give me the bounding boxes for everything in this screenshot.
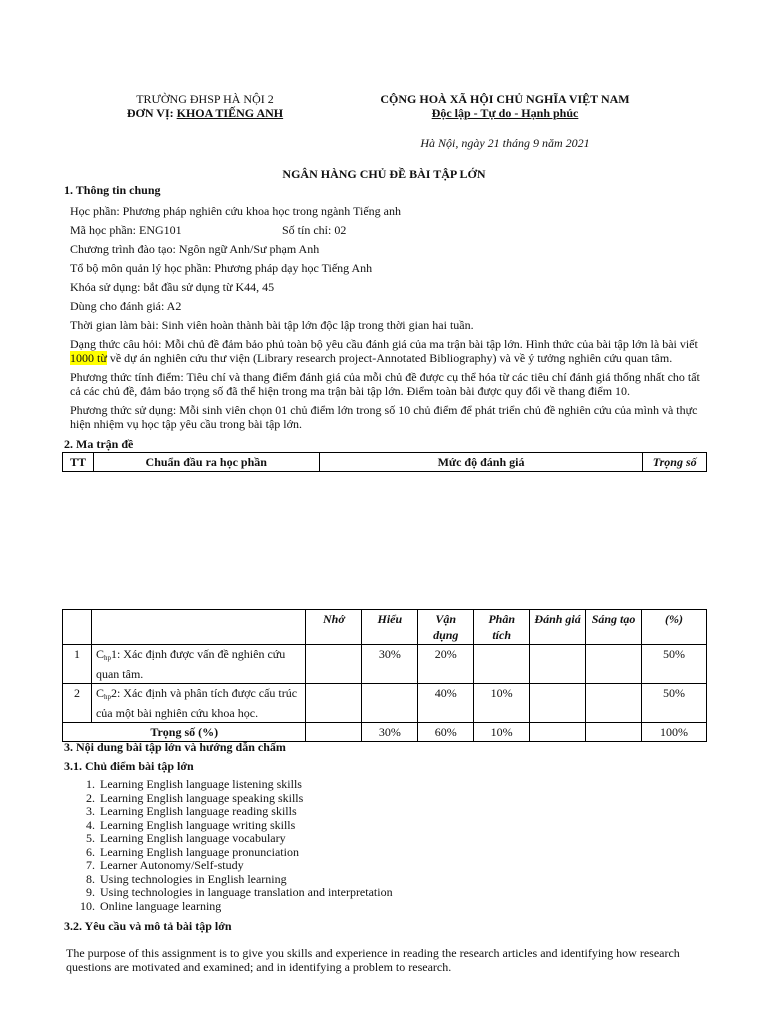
unit-prefix: ĐƠN VỊ: xyxy=(126,106,177,120)
department: Tổ bộ môn quản lý học phần: Phương pháp dạy học Tiếng Anh xyxy=(70,261,373,275)
level-phantich: Phân tích xyxy=(474,610,530,645)
program: Chương trình đào tạo: Ngôn ngữ Anh/Sư phạm Anh xyxy=(70,242,320,256)
col-tt: TT xyxy=(63,453,94,472)
format-line-2-text: về dự án nghiên cứu thư viện (Library research project-Annotated Bibliography) và về ý tưởng nghiên cứu quan tâm. xyxy=(106,351,673,365)
purpose-line-2: questions are motivated and examined; and in identifying a problem to research. xyxy=(66,960,452,974)
section1-heading: 1. Thông tin chung xyxy=(64,183,161,197)
list-item: 8. Using technologies in English learning xyxy=(98,873,393,887)
list-item: 3. Learning English language reading skills xyxy=(98,805,393,819)
list-item: 4. Learning English language writing skills xyxy=(98,819,393,833)
section3-2-heading: 3.2. Yêu cầu và mô tả bài tập lớn xyxy=(64,919,232,933)
motto-text: Độc lập - Tự do - Hạnh phúc xyxy=(431,106,579,120)
list-item: 5. Learning English language vocabulary xyxy=(98,832,393,846)
level-nho: Nhớ xyxy=(306,610,362,645)
document-title: NGÂN HÀNG CHỦ ĐỀ BÀI TẬP LỚN xyxy=(282,167,486,181)
motto xyxy=(360,106,650,121)
scoring-line-1: Phương thức tính điểm: Tiêu chí và thang điểm đánh giá của mỗi chủ đề được cụ thể hóa từ các tiêu chí đánh giá thống nhất cho tất xyxy=(70,370,700,384)
course-name: Học phần: Phương pháp nghiên cứu khoa học trong ngành Tiếng anh xyxy=(70,204,401,218)
table-row: 1 $C_{hp}1$: Xác định được vấn đề nghiên cứu quan tâm. 30% 20% 50% xyxy=(63,645,707,684)
col-outcome: Chuẩn đầu ra học phần xyxy=(93,453,319,472)
usage-line-2: hiện nhiệm vụ học tập yêu cầu trong bài tập lớn. xyxy=(70,417,302,431)
matrix-header-table xyxy=(62,452,707,472)
section2-heading: 2. Ma trận đề xyxy=(64,437,134,451)
unit-name xyxy=(100,106,310,121)
unit-value: KHOA TIẾNG ANH xyxy=(176,106,284,120)
section3-1-heading: 3.1. Chủ điểm bài tập lớn xyxy=(64,759,194,773)
list-item: 7. Learner Autonomy/Self-study xyxy=(98,859,393,873)
time-limit: Thời gian làm bài: Sinh viên hoàn thành bài tập lớn độc lập trong thời gian hai tuần. xyxy=(70,318,474,332)
topic-list xyxy=(80,778,393,913)
list-item: 6. Learning English language pronunciation xyxy=(98,846,393,860)
format-line-2 xyxy=(70,351,710,365)
purpose-line-1: The purpose of this assignment is to give you skills and experience in reading the research articles and identifying how research xyxy=(66,946,680,960)
cohort: Khóa sử dụng: bắt đầu sử dụng từ K44, 45 xyxy=(70,280,275,294)
word-count-highlight: 1000 từ xyxy=(70,351,107,365)
matrix-table xyxy=(62,609,707,742)
list-item: 9. Using technologies in language translation and interpretation xyxy=(98,886,393,900)
total-row: Trọng số (%) 30% 60% 10% 100% xyxy=(63,723,707,742)
outcome-2: $C_{hp}2$: Xác định và phân tích được cấu trúc của một bài nghiên cứu khoa học. xyxy=(91,684,305,723)
section3-heading: 3. Nội dung bài tập lớn và hướng dẫn chấm xyxy=(64,740,286,754)
level-sangtao: Sáng tạo xyxy=(586,610,642,645)
course-code: Mã học phần: ENG101 xyxy=(70,223,182,237)
school-name: TRƯỜNG ĐHSP HÀ NỘI 2 xyxy=(136,92,274,106)
level-hieu: Hiểu xyxy=(362,610,418,645)
col-level: Mức độ đánh giá xyxy=(319,453,643,472)
table-row: 2 $C_{hp}2$: Xác định và phân tích được cấu trúc của một bài nghiên cứu khoa học. 40% 10% 50% xyxy=(63,684,707,723)
list-item: 2. Learning English language speaking skills xyxy=(98,792,393,806)
level-vandung: Vận dụng xyxy=(418,610,474,645)
outcome-1: $C_{hp}1$: Xác định được vấn đề nghiên cứu quan tâm. xyxy=(91,645,305,684)
col-weight: Trọng số xyxy=(643,453,707,472)
list-item: 1. Learning English language listening skills xyxy=(98,778,393,792)
assessment: Dùng cho đánh giá: A2 xyxy=(70,299,182,313)
scoring-line-2: cả các chủ đề, đảm bảo trọng số đã thể hiện trong ma trận bài tập lớn. Điểm toàn bài được quy đổi về thang điểm 10. xyxy=(70,384,631,398)
level-danhgia: Đánh giá xyxy=(530,610,586,645)
level-pct: (%) xyxy=(642,610,707,645)
format-line-1: Dạng thức câu hỏi: Mỗi chủ đề đảm bảo phủ toàn bộ yêu cầu đánh giá của ma trận bài tập lớn. Hình thức của bài tập lớn là bài viết xyxy=(70,337,698,351)
republic-title: CỘNG HOÀ XÃ HỘI CHỦ NGHĨA VIỆT NAM xyxy=(380,92,630,106)
document-date: Hà Nội, ngày 21 tháng 9 năm 2021 xyxy=(420,136,590,150)
list-item: 10. Online language learning xyxy=(98,900,393,914)
usage-line-1: Phương thức sử dụng: Mỗi sinh viên chọn 01 chủ điểm lớn trong số 10 chủ điểm để phát triển chủ đề nghiên cứu của mình và thực xyxy=(70,403,698,417)
credits: Số tín chỉ: 02 xyxy=(282,223,347,237)
